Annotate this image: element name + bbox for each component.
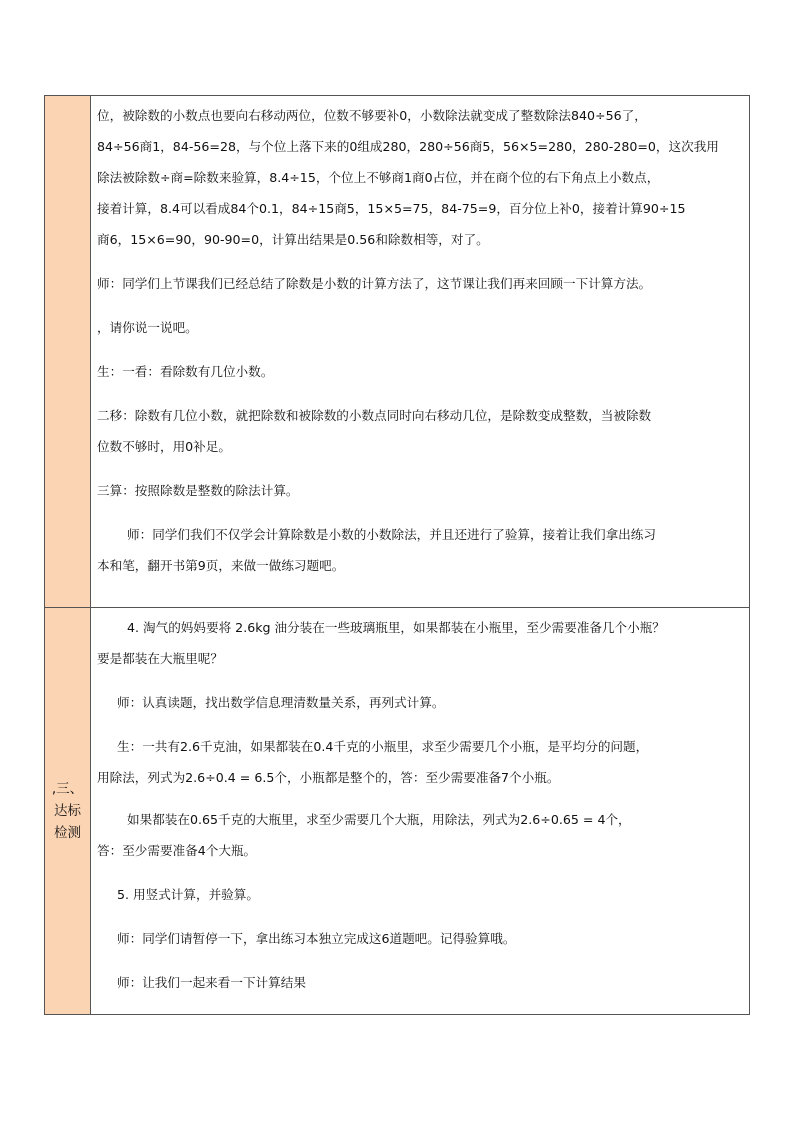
text-line: 84÷56商1，84-56=28，与个位上落下来的0组成280，280÷56商5，56×5=280，280-280=0，这次我用: [97, 139, 719, 154]
text-line: 除法被除数÷商=除数来验算，8.4÷15，个位上不够商1商0占位，并在商个位的右下角点上小数点，: [97, 170, 660, 185]
step-two-text: 二移：除数有几位小数，就把除数和被除数的小数点同时向右移动几位，是除数变成整数，当被除数: [97, 408, 652, 423]
student-answer-text-cont: 用除法，列式为2.6÷0.4 = 6.5个，小瓶都是整个的，答：至少需要准备7个小瓶。: [97, 770, 560, 785]
section-label-cell-empty: [45, 96, 91, 608]
lesson-plan-table: [44, 95, 750, 1015]
text-line: 位，被除数的小数点也要向右移动两位，位数不够要补0，小数除法就变成了整数除法840÷56了，: [97, 108, 647, 123]
content-block: [91, 96, 749, 581]
question-four-text: 4. 淘气的妈妈要将 2.6kg 油分装在一些玻璃瓶里，如果都装在小瓶里，至少需要准备几个小瓶？: [127, 620, 665, 635]
teacher-review-text: 师：同学们上节课我们已经总结了除数是小数的计算方法了，这节课让我们再来回顾一下计算方法。: [97, 276, 652, 291]
teacher-pause-text: 师：同学们请暂停一下，拿出练习本独立完成这6道题吧。记得验算哦。: [117, 931, 516, 946]
table-row: [45, 96, 750, 608]
step-three-text: 三算：按照除数是整数的除法计算。: [97, 483, 299, 498]
big-bottle-text: 如果都装在0.65千克的大瓶里，求至少需要几个大瓶，用除法，列式为2.6÷0.65 = 4个，: [127, 812, 631, 827]
ask-text: ，请你说一说吧。: [97, 320, 198, 335]
text-line: 接着计算，8.4可以看成84个0.1，84÷15商5，15×5=75，84-75=9，百分位上补0，接着计算90÷15: [97, 201, 686, 216]
table-row: [45, 608, 750, 1015]
section-label-line: 检测: [54, 825, 81, 841]
section-label-cell: [45, 608, 91, 1015]
question-five-text: 5. 用竖式计算，并验算。: [117, 887, 259, 902]
section-label-line: ,三、: [51, 781, 84, 797]
step-one-text: 生：一看：看除数有几位小数。: [97, 364, 274, 379]
text-line: 商6，15×6=90，90-90=0，计算出结果是0.56和除数相等，对了。: [97, 232, 489, 247]
section-label-line: 达标: [54, 803, 81, 819]
question-four-text-cont: 要是都装在大瓶里呢？: [97, 651, 223, 666]
student-answer-text: 生：一共有2.6千克油，如果都装在0.4千克的小瓶里，求至少需要几个小瓶，是平均分的问题，: [117, 739, 649, 754]
content-cell: [91, 96, 750, 608]
closing-text: 师：同学们我们不仅学会计算除数是小数的小数除法，并且还进行了验算，接着让我们拿出练习: [127, 527, 656, 542]
teacher-read-text: 师：认真读题，找出数学信息理清数量关系，再列式计算。: [117, 695, 445, 710]
content-cell: [91, 608, 750, 1015]
closing-text-cont: 本和笔，翻开书第9页，来做一做练习题吧。: [97, 558, 345, 573]
content-block: [91, 608, 749, 998]
teacher-check-text: 师：让我们一起来看一下计算结果: [117, 975, 306, 990]
step-two-text-cont: 位数不够时，用0补足。: [97, 439, 231, 454]
big-bottle-text-cont: 答：至少需要准备4个大瓶。: [97, 843, 257, 858]
